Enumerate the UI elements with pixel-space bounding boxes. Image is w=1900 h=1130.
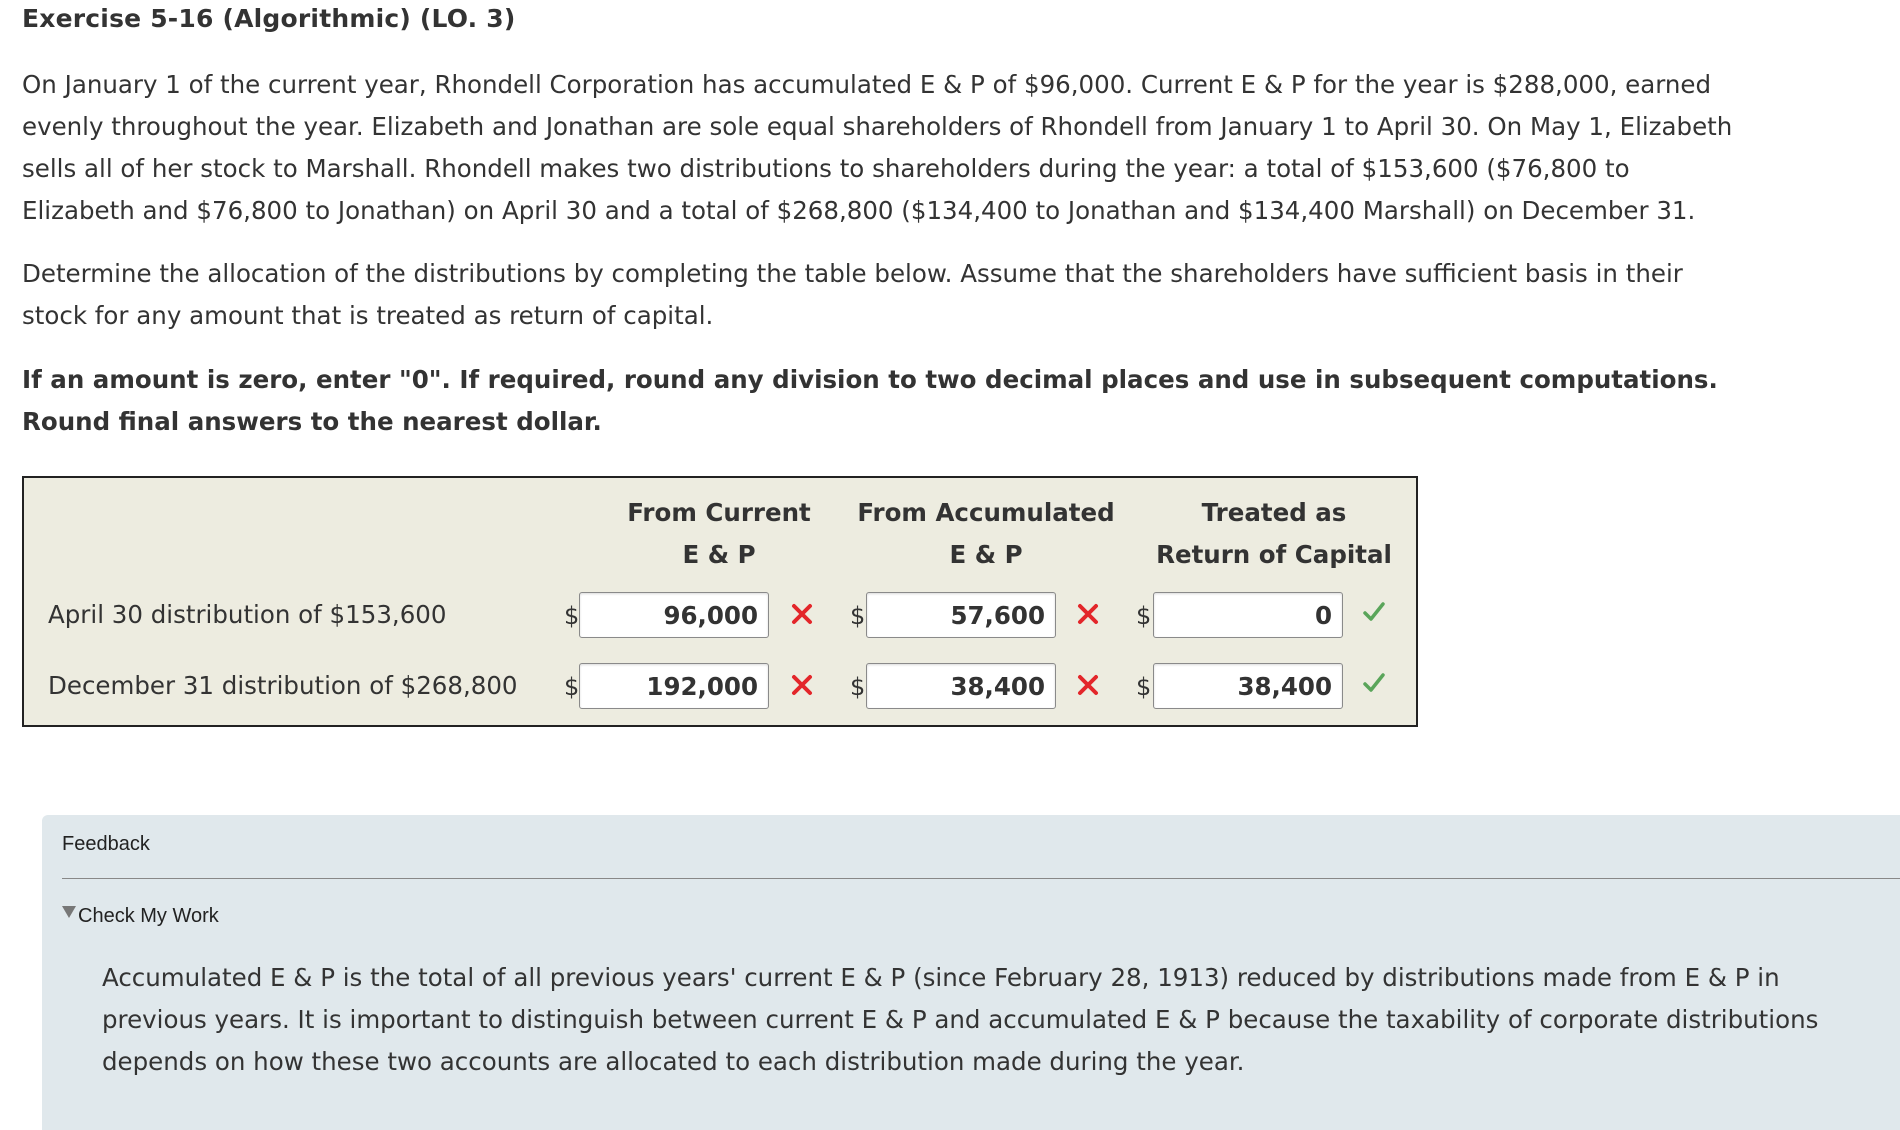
- dollar-sign: $: [1136, 673, 1152, 701]
- april-accumulated-ep-input[interactable]: [866, 592, 1056, 638]
- april-current-ep-input[interactable]: [579, 592, 769, 638]
- dollar-sign: $: [564, 673, 580, 701]
- december-accumulated-ep-input[interactable]: [866, 663, 1056, 709]
- incorrect-x-icon: [1076, 673, 1100, 697]
- header-current-ep: From Current E & P: [627, 498, 811, 569]
- incorrect-x-icon: [790, 602, 814, 626]
- row-label-april: April 30 distribution of $153,600: [48, 600, 447, 629]
- feedback-divider: [62, 878, 1900, 879]
- check-my-work-toggle[interactable]: [62, 905, 219, 928]
- triangle-down-icon: [62, 906, 76, 918]
- december-current-ep-input[interactable]: [579, 663, 769, 709]
- dollar-sign: $: [850, 602, 866, 630]
- dollar-sign: $: [1136, 602, 1152, 630]
- problem-statement: On January 1 of the current year, Rhondell Corporation has accumulated E & P of $96,000. Current E & P for the year is $288,000, earned evenly throughout the year. Elizabeth and Jonathan are sole equal shareholders of Rhondell from January 1 to April 30. On May 1, Elizabeth sells all of her stock to Marshall. Rhondell makes two distributions to shareholders during the year: a total of $153,600 ($76,800 to Elizabeth and $76,800 to Jonathan) on April 30 and a total of $268,800 ($134,400 to Jonathan and $134,400 Marshall) on December 31.: [22, 70, 1733, 225]
- allocation-table: [22, 476, 1418, 727]
- feedback-panel: [42, 815, 1900, 1130]
- header-return-of-capital: Treated as Return of Capital: [1156, 498, 1392, 569]
- feedback-title: Feedback: [62, 833, 150, 855]
- feedback-explanation: Accumulated E & P is the total of all previous years' current E & P (since February 28, 1913) reduced by distributions made from E & P in previous years. It is important to distinguish between current E & P and accumulated E & P because the taxability of corporate distributions depends on how these two accounts are allocated to each distribution made during the year.: [102, 963, 1819, 1076]
- exercise-title: Exercise 5-16 (Algorithmic) (LO. 3): [22, 4, 516, 33]
- correct-check-icon: [1362, 671, 1386, 695]
- header-accumulated-ep: From Accumulated E & P: [857, 498, 1115, 569]
- correct-check-icon: [1362, 600, 1386, 624]
- incorrect-x-icon: [1076, 602, 1100, 626]
- check-my-work-label: Check My Work: [78, 905, 219, 927]
- incorrect-x-icon: [790, 673, 814, 697]
- dollar-sign: $: [850, 673, 866, 701]
- april-return-of-capital-input[interactable]: [1153, 592, 1343, 638]
- row-label-december: December 31 distribution of $268,800: [48, 671, 518, 700]
- december-return-of-capital-input[interactable]: [1153, 663, 1343, 709]
- task-description: Determine the allocation of the distributions by completing the table below. Assume that the shareholders have sufficient basis in their stock for any amount that is treated as return of capital.: [22, 259, 1683, 330]
- dollar-sign: $: [564, 602, 580, 630]
- rounding-instructions: If an amount is zero, enter "0". If required, round any division to two decimal places and use in subsequent computations. Round final answers to the nearest dollar.: [22, 365, 1718, 436]
